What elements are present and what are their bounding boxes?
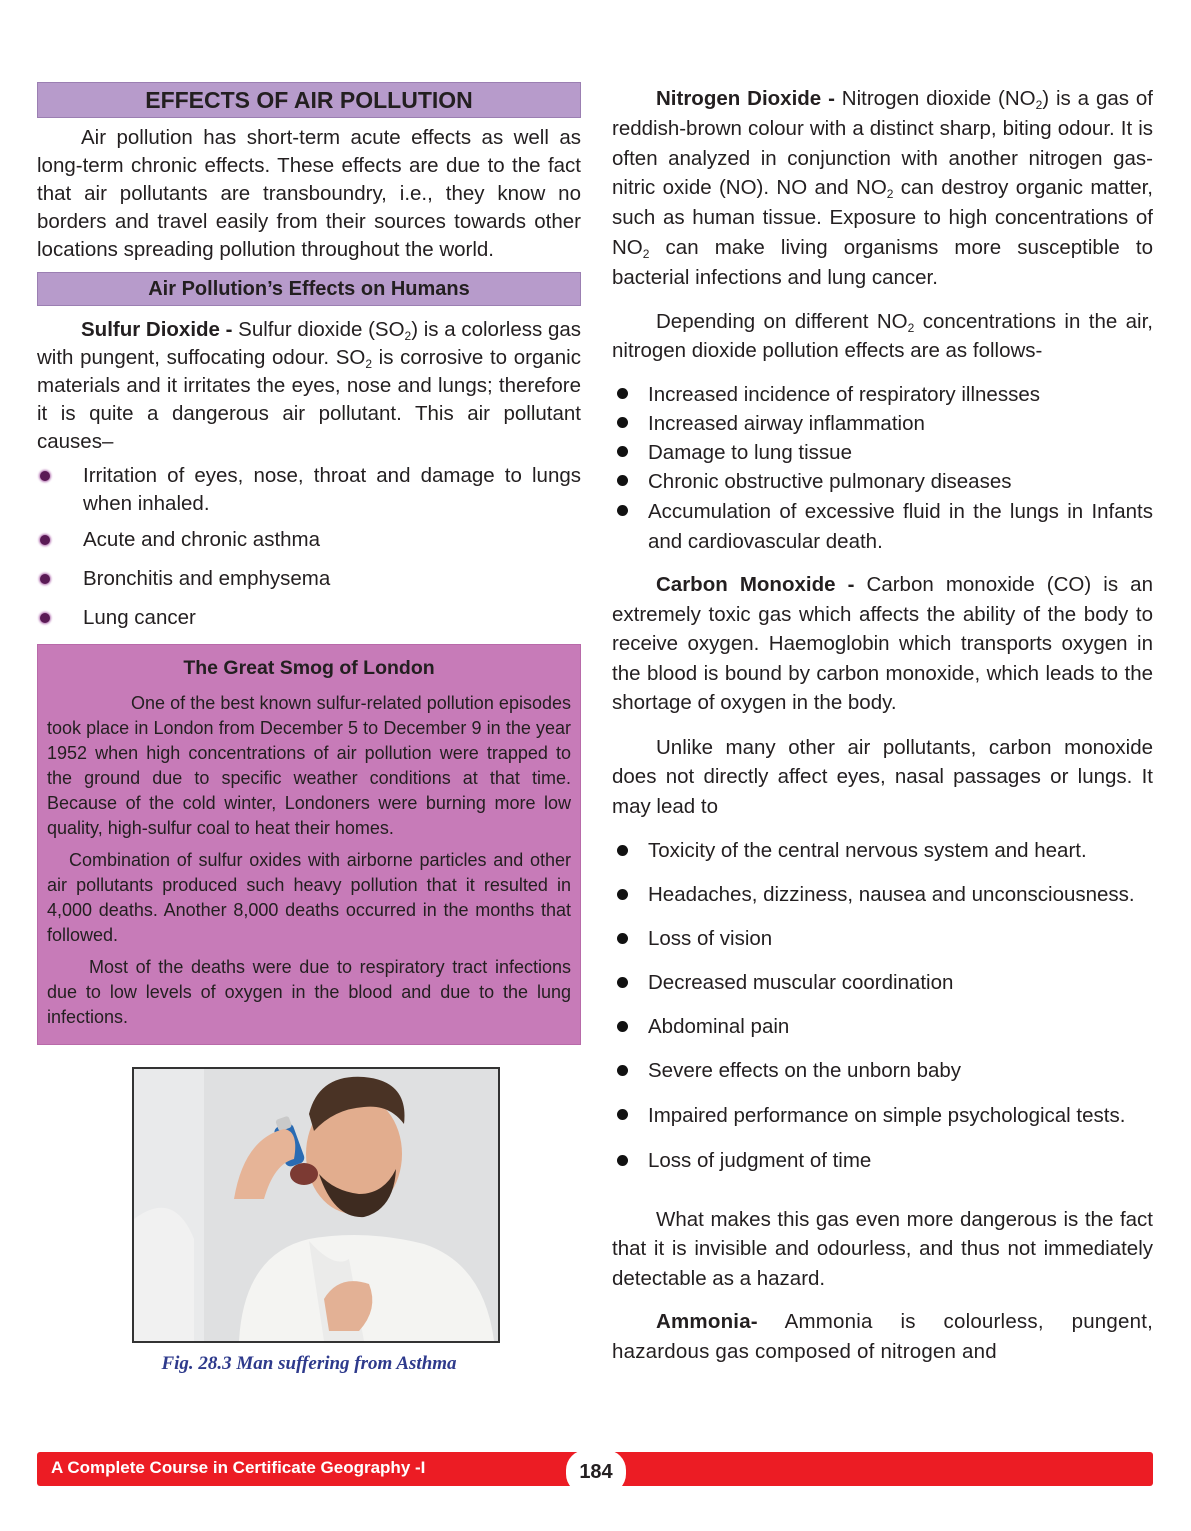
box-title: The Great Smog of London (183, 657, 435, 679)
list-item: Bronchitis and emphysema (37, 565, 581, 593)
bullet-icon (617, 845, 628, 856)
list-item: Irritation of eyes, nose, throat and damage to lungs when inhaled. (37, 462, 581, 518)
section-heading: Air Pollution’s Effects on Humans (37, 272, 581, 306)
great-smog-box (37, 644, 581, 1045)
carbon-intro-paragraph: Unlike many other air pollutants, carbon monoxide does not directly affect eyes, nasal passages or lungs. It may lead to (612, 735, 1153, 818)
list-item: Loss of judgment of time (612, 1147, 1153, 1175)
bullet-icon (40, 471, 50, 481)
nitrogen-dioxide-paragraph: Nitrogen Dioxide - Nitrogen dioxide $(NO_2)$ is a gas of reddish-brown colour with a distinct sharp, biting odour. It is often analyzed in conjunction with another nitrogen gas- nitric oxide (NO). NO and $NO_2$ can destroy organic matter, such as human tissue. Exposure to high concentrations of $NO_2$ can make living organisms more susceptible to bacterial infections and lung cancer. (612, 87, 1153, 289)
bullet-icon (40, 613, 50, 623)
carbon-danger-paragraph: What makes this gas even more dangerous is the fact that it is invisible and odourless, and thus not immediately detectable as a hazard. (612, 1207, 1153, 1290)
bullet-icon (617, 977, 628, 988)
bullet-icon (617, 1109, 628, 1120)
term-label: Sulfur Dioxide - (81, 318, 233, 341)
page-title: EFFECTS OF AIR POLLUTION (37, 82, 581, 118)
box-paragraph: One of the best known sulfur-related pollution episodes took place in London from December 5 to December 9 in the year 1952 when high concentrations of air pollution were trapped to the ground due to specific weather conditions at that time. Because of the cold winter, Londoners were burning more low quality, high-sulfur coal to heat their homes. (47, 693, 571, 838)
term-label: Carbon Monoxide - (656, 573, 855, 597)
book-title: A Complete Course in Certificate Geography -I (51, 1458, 426, 1477)
asthma-photo (132, 1067, 500, 1343)
page-number: 184 (566, 1450, 626, 1494)
list-item: Headaches, dizziness, nausea and unconsciousness. (612, 881, 1153, 909)
box-paragraph: Combination of sulfur oxides with airborne particles and other air pollutants produced such heavy pollution that it resulted in 4,000 deaths. Another 8,000 deaths occurred in the months that followed. (47, 850, 571, 945)
sulfur-effects-list (37, 462, 581, 632)
sulfur-dioxide-paragraph: Sulfur Dioxide - Sulfur dioxide $(SO_2)$ is a colorless gas with pungent, suffocating odour. $SO_2$ is corrosive to organic materials and it irritates the eyes, nose and lungs; therefore it is quite a dangerous air pollutant. This air pollutant causes– (37, 318, 581, 453)
bullet-icon (40, 574, 50, 584)
figure-caption: Fig. 28.3 Man suffering from Asthma (161, 1353, 457, 1374)
bullet-icon (617, 1065, 628, 1076)
intro-paragraph: Air pollution has short-term acute effects as well as long-term chronic effects. These effects are due to the fact that air pollutants are transboundry, i.e., they know no borders and travel easily from their sources towards other locations spreading pollution throughout the world. (37, 126, 581, 261)
list-item: Decreased muscular coordination (612, 969, 1153, 997)
bullet-icon (617, 889, 628, 900)
carbon-monoxide-paragraph: Carbon Monoxide - Carbon monoxide (CO) is an extremely toxic gas which affects the ability of the body to receive oxygen. Haemoglobin which transports oxygen in the blood is bound by carbon monoxide, which leads to the shortage of oxygen in the body. (612, 573, 1153, 715)
list-item: Toxicity of the central nervous system and heart. (612, 837, 1153, 865)
man-with-inhaler-illustration (134, 1069, 498, 1341)
box-paragraph: Most of the deaths were due to respiratory tract infections due to low levels of oxygen in the blood and due to the lung infections. (47, 957, 571, 1027)
list-item: Severe effects on the unborn baby (612, 1057, 1153, 1085)
bullet-icon (617, 933, 628, 944)
right-column (612, 84, 1153, 1367)
bullet-icon (617, 1155, 628, 1166)
term-label: Ammonia- (656, 1310, 758, 1334)
bullet-icon (617, 475, 628, 486)
ammonia-paragraph: Ammonia- Ammonia is colourless, pungent, hazardous gas composed of nitrogen and (612, 1310, 1153, 1364)
bullet-icon (617, 388, 628, 399)
bullet-icon (617, 505, 628, 516)
left-column (37, 82, 581, 1375)
list-item: Increased airway inflammation (612, 409, 1153, 438)
bullet-icon (617, 446, 628, 457)
nitrogen-effects-list (612, 380, 1153, 557)
list-item: Increased incidence of respiratory illnesses (612, 380, 1153, 409)
nitrogen-intro-paragraph: Depending on different $NO_2$ concentrations in the air, nitrogen dioxide pollution effects are as follows- (612, 309, 1153, 363)
term-label: Nitrogen Dioxide - (656, 87, 835, 110)
list-item: Accumulation of excessive fluid in the lungs in Infants and cardiovascular death. (612, 497, 1153, 557)
list-item: Loss of vision (612, 925, 1153, 953)
list-item: Damage to lung tissue (612, 438, 1153, 467)
carbon-effects-list (612, 837, 1153, 1175)
list-item: Abdominal pain (612, 1013, 1153, 1041)
bullet-icon (617, 417, 628, 428)
list-item: Acute and chronic asthma (37, 526, 581, 554)
list-item: Chronic obstructive pulmonary diseases (612, 467, 1153, 496)
bullet-icon (617, 1021, 628, 1032)
bullet-icon (40, 535, 50, 545)
list-item: Lung cancer (37, 604, 581, 632)
list-item: Impaired performance on simple psychological tests. (612, 1101, 1153, 1131)
